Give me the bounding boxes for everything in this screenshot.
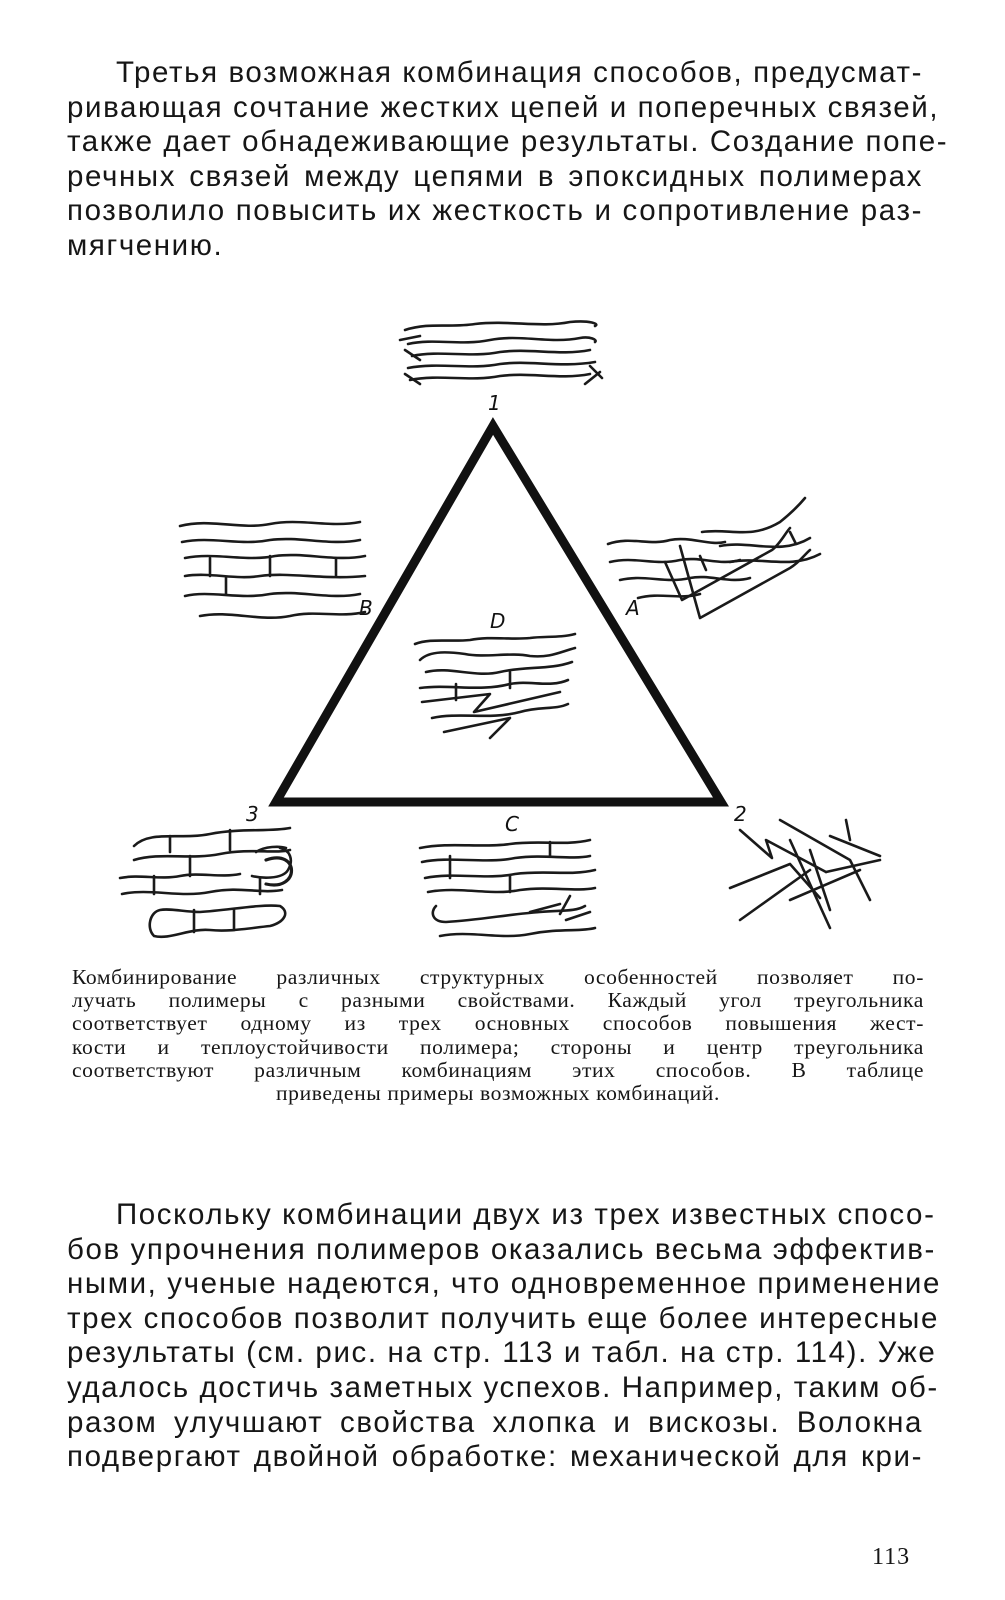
cross-linked-sketch xyxy=(120,828,292,937)
side-label-b: B xyxy=(359,596,373,620)
center-d-sketch xyxy=(415,634,575,738)
triangle-diagram xyxy=(90,300,920,950)
paragraph-line: Поскольку комбинации двух из трех известных спосо- xyxy=(116,1198,936,1231)
vertex-label-2: 2 xyxy=(734,802,747,826)
side-a-sketch xyxy=(608,498,820,618)
paragraph-2 xyxy=(67,1198,941,1475)
caption-line: кости и теплоустойчивости полимера; стороны и центр треугольника xyxy=(72,1034,924,1059)
paragraph-1 xyxy=(67,56,949,264)
side-b-sketch xyxy=(180,522,365,618)
paragraph-line: подвергают двойной обработке: механической для кри- xyxy=(67,1440,923,1474)
paragraph-line: речных связей между цепями в эпоксидных полимерах xyxy=(67,159,923,193)
center-label-d: D xyxy=(490,609,506,633)
structure-triangle-figure xyxy=(90,300,920,950)
paragraph-line: также дает обнадеживающие результаты. Создание попе- xyxy=(67,125,949,159)
caption-line: соответствует одному из трех основных способов повышения жест- xyxy=(72,1011,924,1036)
paragraph-line: ными, ученые надеются, что одновременное применение xyxy=(67,1267,941,1301)
side-c-sketch xyxy=(420,840,595,936)
paragraph-line: удалось достичь заметных успехов. Например, таким об- xyxy=(67,1370,939,1404)
caption-line: приведены примеры возможных комбинаций. xyxy=(276,1081,720,1106)
vertex-label-1: 1 xyxy=(488,391,501,415)
paragraph-line: бов упрочнения полимеров оказались весьма эффектив- xyxy=(67,1232,936,1266)
paragraph-line: разом улучшают свойства хлопка и вискозы. Волокна xyxy=(67,1405,923,1439)
caption-line: лучать полимеры с разными свойствами. Каждый угол треугольника xyxy=(72,988,924,1013)
paragraph-line: Третья возможная комбинация способов, предусмат- xyxy=(116,56,924,89)
figure-caption xyxy=(72,966,924,1105)
rigid-chains-sketch xyxy=(400,321,602,384)
paragraph-line: позволило повысить их жесткость и сопротивление раз- xyxy=(67,194,923,228)
paragraph-line: трех способов позволит получить еще более интересные xyxy=(67,1301,939,1335)
side-label-c: C xyxy=(505,812,519,836)
caption-line: Комбинирование различных структурных особенностей позволяет по- xyxy=(72,965,924,989)
caption-line: соответствуют различным комбинациям этих способов. В таблице xyxy=(72,1057,924,1082)
paragraph-line: результаты (см. рис. на стр. 113 и табл. на стр. 114). Уже xyxy=(67,1336,937,1370)
vertex-label-3: 3 xyxy=(246,802,259,826)
paragraph-line: мягчению. xyxy=(67,228,224,262)
page-number: 113 xyxy=(872,1544,911,1570)
side-label-a: A xyxy=(626,596,640,620)
paragraph-line: ривающая сочтание жестких цепей и поперечных связей, xyxy=(67,90,940,124)
crystalline-sketch xyxy=(730,820,880,928)
